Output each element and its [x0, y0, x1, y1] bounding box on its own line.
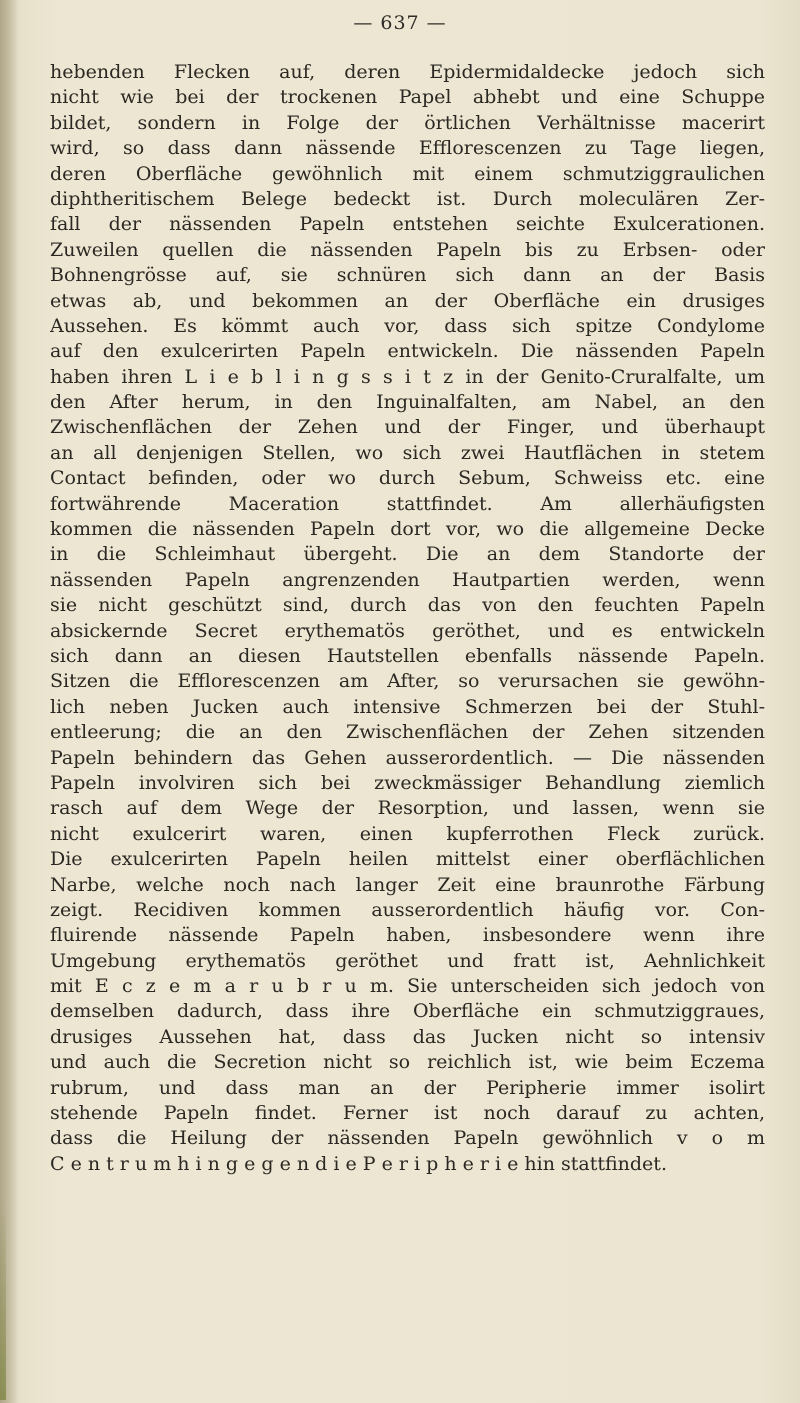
text-line: mit E c z e m a r u b r u m. Sie unterscheiden sich jedoch von	[50, 975, 765, 998]
text-line: rubrum, und dass man an der Peripherie immer isolirt	[50, 1076, 765, 1099]
text-line: rasch auf dem Wege der Resorption, und lassen, wenn sie	[50, 797, 765, 820]
text-line: Zwischenflächen der Zehen und der Finger, und überhaupt	[50, 416, 765, 439]
text-line: den After herum, in den Inguinalfalten, am Nabel, an den	[50, 391, 765, 414]
text-line: Aussehen. Es kömmt auch vor, dass sich spitze Condylome	[50, 314, 765, 337]
text-line: Bohnengrösse auf, sie schnüren sich dann an der Basis	[50, 264, 765, 287]
text-line: zeigt. Recidiven kommen ausserordentlich häufig vor. Con-	[50, 898, 765, 921]
text-line: wird, so dass dann nässende Efflorescenzen zu Tage liegen,	[50, 137, 765, 160]
text-line: drusiges Aussehen hat, dass das Jucken nicht so intensiv	[50, 1025, 765, 1048]
text-line: absickernde Secret erythematös geröthet, und es entwickeln	[50, 619, 765, 642]
text-line: in die Schleimhaut übergeht. Die an dem Standorte der	[50, 543, 765, 566]
text-line: hebenden Flecken auf, deren Epidermidaldecke jedoch sich	[50, 61, 765, 83]
text-line: demselben dadurch, dass ihre Oberfläche ein schmutziggraues,	[50, 1000, 765, 1023]
text-line: Contact befinden, oder wo durch Sebum, Schweiss etc. eine	[50, 467, 765, 490]
text-line: deren Oberfläche gewöhnlich mit einem schmutziggraulichen	[50, 162, 765, 185]
text-line: sich dann an diesen Hautstellen ebenfalls nässende Papeln.	[50, 644, 765, 667]
text-line: Sitzen die Efflorescenzen am After, so verursachen sie gewöhn-	[50, 670, 765, 693]
text-line: nässenden Papeln angrenzenden Hautpartien werden, wenn	[50, 568, 765, 591]
text-line: an all denjenigen Stellen, wo sich zwei Hautflächen in stetem	[50, 441, 765, 464]
text-line: auf den exulcerirten Papeln entwickeln. Die nässenden Papeln	[50, 340, 765, 363]
text-line: entleerung; die an den Zwischenflächen der Zehen sitzenden	[50, 721, 765, 744]
text-line: Narbe, welche noch nach langer Zeit eine braunrothe Färbung	[50, 873, 765, 896]
text-line: sie nicht geschützt sind, durch das von den feuchten Papeln	[50, 594, 765, 617]
text-line: Zuweilen quellen die nässenden Papeln bis zu Erbsen- oder	[50, 238, 765, 261]
text-line: etwas ab, und bekommen an der Oberfläche ein drusiges	[50, 289, 765, 312]
text-line: fluirende nässende Papeln haben, insbesondere wenn ihre	[50, 924, 765, 947]
text-line: Die exulcerirten Papeln heilen mittelst einer oberflächlichen	[50, 848, 765, 871]
text-line: lich neben Jucken auch intensive Schmerzen bei der Stuhl-	[50, 695, 765, 718]
text-line: nicht wie bei der trockenen Papel abhebt und eine Schuppe	[50, 86, 765, 109]
text-line: haben ihren L i e b l i n g s s i t z in der Genito-Cruralfalte, um	[50, 365, 765, 388]
binding-stain	[0, 1200, 6, 1400]
text-line: bildet, sondern in Folge der örtlichen Verhältnisse macerirt	[50, 111, 765, 134]
text-line: fall der nässenden Papeln entstehen seichte Exulcerationen.	[50, 213, 765, 236]
body-text	[50, 60, 765, 1177]
text-line: kommen die nässenden Papeln dort vor, wo die allgemeine Decke	[50, 518, 765, 541]
spine-shadow	[0, 0, 18, 1403]
text-line: diphtheritischem Belege bedeckt ist. Durch moleculären Zer-	[50, 187, 765, 210]
text-line: stehende Papeln findet. Ferner ist noch darauf zu achten,	[50, 1102, 765, 1125]
text-line: nicht exulcerirt waren, einen kupferrothen Fleck zurück.	[50, 822, 765, 845]
text-line: Papeln involviren sich bei zweckmässiger Behandlung ziemlich	[50, 771, 765, 794]
page-number: — 637 —	[353, 12, 447, 34]
text-line: Umgebung erythematös geröthet und fratt ist, Aehnlichkeit	[50, 949, 765, 972]
text-line: dass die Heilung der nässenden Papeln gewöhnlich v o m	[50, 1127, 765, 1150]
text-line: und auch die Secretion nicht so reichlich ist, wie beim Eczema	[50, 1051, 765, 1074]
text-line: fortwährende Maceration stattfindet. Am allerhäufigsten	[50, 492, 765, 515]
text-line: Papeln behindern das Gehen ausserordentlich. — Die nässenden	[50, 746, 765, 769]
text-line: C e n t r u m h i n g e g e n d i e P e r i p h e r i e hin stattfindet.	[50, 1152, 667, 1175]
